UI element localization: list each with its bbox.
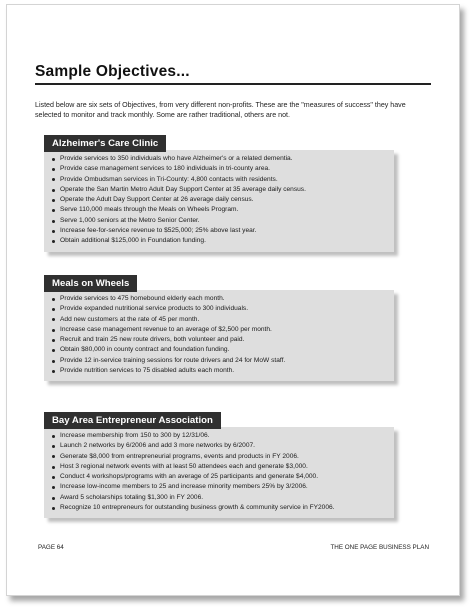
list-item: Provide Ombudsman services in Tri-County: 4,800 contacts with residents. xyxy=(50,175,388,185)
section-box xyxy=(44,290,394,381)
book-title: THE ONE PAGE BUSINESS PLAN xyxy=(330,544,429,551)
list-item: Conduct 4 workshops/programs with an average of 25 participants and generate $4,000. xyxy=(50,472,388,482)
list-item: Provide services to 350 individuals who have Alzheimer's or a related dementia. xyxy=(50,154,388,164)
section-title: Alzheimer's Care Clinic xyxy=(44,135,166,152)
list-item: Provide nutrition services to 75 disabled adults each month. xyxy=(50,366,388,376)
list-item: Launch 2 networks by 6/2006 and add 3 more networks by 6/2007. xyxy=(50,441,388,451)
list-item: Increase low-income members to 25 and increase minority members 25% by 3/2006. xyxy=(50,482,388,492)
section-meals-on-wheels xyxy=(44,273,394,381)
list-item: Obtain additional $125,000 in Foundation funding. xyxy=(50,236,388,246)
objective-list xyxy=(50,294,388,376)
list-item: Recognize 10 entrepreneurs for outstanding business growth & community service in FY2006. xyxy=(50,503,388,513)
list-item: Provide expanded nutritional service products to 300 individuals. xyxy=(50,304,388,314)
objective-list xyxy=(50,154,388,247)
section-alzheimers-care-clinic xyxy=(44,133,394,252)
section-bay-area-entrepreneur-association xyxy=(44,410,394,518)
list-item: Increase case management revenue to an average of $2,500 per month. xyxy=(50,325,388,335)
list-item: Operate the Adult Day Support Center at 26 average daily census. xyxy=(50,195,388,205)
list-item: Serve 110,000 meals through the Meals on Wheels Program. xyxy=(50,205,388,215)
page-title: Sample Objectives... xyxy=(35,63,190,80)
list-item: Provide services to 475 homebound elderly each month. xyxy=(50,294,388,304)
page-number: PAGE 64 xyxy=(38,544,64,551)
list-item: Provide 12 in-service training sessions for route drivers and 24 for MoW staff. xyxy=(50,356,388,366)
intro-paragraph: Listed below are six sets of Objectives, from very different non-profits. These are the "measures of success" they have selected to monitor and track monthly. Some are rather traditional, others are not. xyxy=(35,101,406,119)
section-title: Meals on Wheels xyxy=(44,275,137,292)
list-item: Award 5 scholarships totaling $1,300 in FY 2006. xyxy=(50,493,388,503)
objective-list xyxy=(50,431,388,513)
list-item: Generate $8,000 from entrepreneurial programs, events and products in FY 2006. xyxy=(50,452,388,462)
section-title: Bay Area Entrepreneur Association xyxy=(44,412,221,429)
section-box xyxy=(44,150,394,252)
list-item: Add new customers at the rate of 45 per month. xyxy=(50,315,388,325)
list-item: Serve 1,000 seniors at the Metro Senior Center. xyxy=(50,216,388,226)
list-item: Operate the San Martin Metro Adult Day Support Center at 35 average daily census. xyxy=(50,185,388,195)
list-item: Recruit and train 25 new route drivers, both volunteer and paid. xyxy=(50,335,388,345)
section-box xyxy=(44,427,394,518)
list-item: Obtain $80,000 in county contract and foundation funding. xyxy=(50,345,388,355)
list-item: Increase membership from 150 to 300 by 12/31/06. xyxy=(50,431,388,441)
list-item: Increase fee-for-service revenue to $525,000; 25% above last year. xyxy=(50,226,388,236)
list-item: Host 3 regional network events with at least 50 attendees each and generate $3,000. xyxy=(50,462,388,472)
title-rule xyxy=(35,83,431,85)
list-item: Provide case management services to 180 individuals in tri-county area. xyxy=(50,164,388,174)
